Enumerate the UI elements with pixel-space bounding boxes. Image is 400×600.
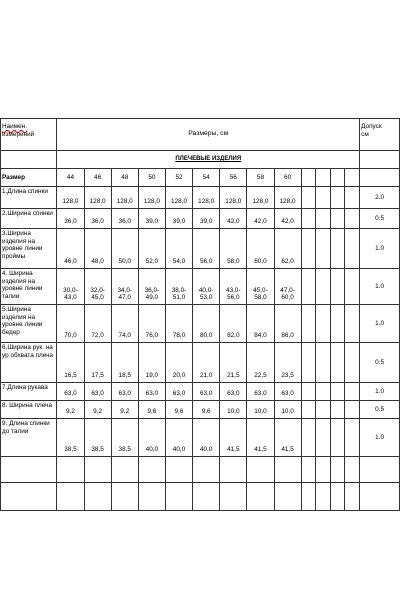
blank-cell [330,457,345,483]
measurement-value: 78,0 [165,305,192,343]
blank-cell [345,229,360,269]
measurement-value: 39,0 [165,209,192,229]
measurement-value: 17,5 [84,343,111,383]
blank-cell [193,457,220,483]
measurement-value: 46,0 [57,229,84,269]
blank-cell [138,457,165,483]
measurement-value: 22,5 [247,343,274,383]
size-cell: 60 [274,169,301,187]
measurement-value: 52,0 [138,229,165,269]
blank-cell [84,457,111,483]
measurement-value: 40,0 [193,419,220,457]
blank-cell [1,483,57,511]
measurement-value: 128,0 [274,187,301,209]
measurement-value-range: 40,0- 53,0 [198,286,214,302]
empty-row [1,483,400,511]
measurement-value: 63,0 [220,383,247,401]
measurement-value: 48,0 [84,229,111,269]
measurement-name-header-line1: Наимен. [2,123,27,130]
blank-cell [316,209,331,229]
blank-cell [330,383,345,401]
blank-cell [57,457,84,483]
blank-cell [330,343,345,383]
size-row [1,169,400,187]
blank-cell [330,305,345,343]
blank-cell [301,419,316,457]
blank-cell [345,419,360,457]
measurement-label: 3.Ширина изделия на уровне линии проймы [1,229,57,269]
measurement-value: 40,0 [165,419,192,457]
measurement-value [57,269,84,305]
measurement-value: 128,0 [138,187,165,209]
measurement-value: 9,2 [111,401,138,419]
blank-cell [345,457,360,483]
tolerance-value: 0.5 [360,343,400,383]
measurement-row [1,419,400,457]
measurement-value: 60,0 [247,229,274,269]
measurement-label: 9. Длина спинки до талии [1,419,57,457]
measurement-value: 9,6 [165,401,192,419]
blank-cell [316,169,331,187]
measurement-row [1,229,400,269]
blank-cell [220,483,247,511]
tolerance-header-line1: Допуск [361,123,382,130]
measurement-value-range: 43,0- 56,0 [226,286,241,302]
measurement-value: 63,0 [165,383,192,401]
measurement-value: 23,5 [274,343,301,383]
measurement-value: 10,0 [274,401,301,419]
blank-cell [330,169,345,187]
measurement-value-range: 38,0- 51,0 [171,286,187,302]
measurement-value: 36,0 [84,209,111,229]
measurement-row [1,187,400,209]
measurement-row [1,343,400,383]
measurement-value: 80,0 [193,305,220,343]
tolerance-value: 1.0 [360,269,400,305]
measurement-value: 63,0 [138,383,165,401]
blank-cell [360,457,400,483]
blank-cell [316,457,331,483]
measurement-value: 70,0 [57,305,84,343]
size-cell: 56 [220,169,247,187]
measurement-value: 63,0 [193,383,220,401]
measurement-value: 16,5 [57,343,84,383]
blank-cell [193,483,220,511]
blank-cell [57,483,84,511]
measurement-label: 4. Ширина изделия на уровне линии талии [1,269,57,305]
measurement-value [193,269,220,305]
blank-cell [345,401,360,419]
measurement-value: 128,0 [111,187,138,209]
blank-cell [330,483,345,511]
blank-cell [247,483,274,511]
measurement-value: 9,2 [84,401,111,419]
measurement-value: 36,0 [111,209,138,229]
measurement-label: 2.Ширина спинки [1,209,57,229]
measurement-value [138,269,165,305]
measurement-value: 39,0 [193,209,220,229]
measurement-value [274,269,301,305]
blank-cell [301,187,316,209]
measurement-label: 8. Ширина плеча [1,401,57,419]
measurement-value: 10,0 [247,401,274,419]
tolerance-value: 1.0 [360,305,400,343]
measurement-value: 128,0 [84,187,111,209]
blank-cell [301,305,316,343]
blank-cell [301,169,316,187]
blank-cell [220,457,247,483]
measurement-value-range: 30,0- 43,0 [63,286,78,302]
blank-cell [345,269,360,305]
tolerance-value: 1.0 [360,383,400,401]
measurement-name-header-line2: измерений [2,130,35,138]
blank-cell [345,187,360,209]
blank-cell [330,229,345,269]
measurement-value: 50,0 [111,229,138,269]
tolerance-value: 1.0 [360,419,400,457]
size-cell: 58 [247,169,274,187]
blank-cell [165,457,192,483]
measurement-row [1,209,400,229]
blank-cell [274,457,301,483]
blank-cell [316,229,331,269]
blank-cell [360,151,400,169]
measurement-value: 41,5 [247,419,274,457]
blank-cell [316,269,331,305]
measurement-value: 39,0 [138,209,165,229]
blank-cell [330,209,345,229]
measurement-value: 74,0 [111,305,138,343]
measurement-label: 5.Ширина изделия на уровне линии бедер [1,305,57,343]
measurement-value: 20,0 [165,343,192,383]
size-row-label: Размер [1,169,57,187]
measurement-value: 72,0 [84,305,111,343]
blank-cell [360,169,400,187]
measurement-value: 76,0 [138,305,165,343]
tolerance-value: 0.5 [360,401,400,419]
blank-cell [316,343,331,383]
blank-cell [316,383,331,401]
blank-cell [301,383,316,401]
blank-cell [274,483,301,511]
header-row [1,119,400,151]
measurement-value [165,269,192,305]
measurement-value: 40,0 [138,419,165,457]
blank-cell [330,419,345,457]
size-cell: 52 [165,169,192,187]
measurement-value [247,269,274,305]
blank-cell [84,483,111,511]
measurement-value: 19,0 [138,343,165,383]
blank-cell [316,401,331,419]
measurement-value: 42,0 [220,209,247,229]
tolerance-header-line2: см [361,130,369,138]
blank-cell [301,457,316,483]
blank-cell [316,187,331,209]
size-cell: 48 [111,169,138,187]
blank-cell [165,483,192,511]
blank-cell [301,209,316,229]
measurement-value: 86,0 [274,305,301,343]
measurement-value: 63,0 [84,383,111,401]
blank-cell [138,483,165,511]
tolerance-value: 2.0 [360,187,400,209]
measurement-row [1,269,400,305]
empty-row [1,457,400,483]
measurement-value-range: 36,0- 49,0 [144,286,160,302]
size-cell: 54 [193,169,220,187]
measurement-label: 7.Длина рукава [1,383,57,401]
size-cell: 44 [57,169,84,187]
blank-cell [316,305,331,343]
blank-cell [301,229,316,269]
measurement-value: 10,0 [220,401,247,419]
measurement-value: 9,6 [193,401,220,419]
measurement-table [0,118,400,511]
measurement-value: 128,0 [247,187,274,209]
measurement-row [1,401,400,419]
measurement-row [1,305,400,343]
blank-cell [345,483,360,511]
blank-cell [330,269,345,305]
measurement-value [84,269,111,305]
measurement-label: 1.Длина спинки [1,187,57,209]
measurement-value: 62,0 [274,229,301,269]
measurement-row [1,383,400,401]
tolerance-value: 0.5 [360,209,400,229]
measurement-value-range: 32,0- 45,0 [90,286,105,302]
measurement-value: 82,0 [220,305,247,343]
measurement-value: 56,0 [193,229,220,269]
section-title [57,151,360,169]
measurement-value: 128,0 [165,187,192,209]
sizes-header: Размеры, см [57,119,360,151]
blank-cell [111,483,138,511]
measurement-value: 84,0 [247,305,274,343]
blank-cell [330,401,345,419]
measurement-value: 63,0 [111,383,138,401]
measurement-value: 54,0 [165,229,192,269]
blank-cell [345,169,360,187]
measurement-value [220,269,247,305]
measurement-value: 36,0 [57,209,84,229]
section-row [1,151,400,169]
blank-cell [345,343,360,383]
measurement-value: 21,0 [193,343,220,383]
size-cell: 46 [84,169,111,187]
size-cell: 50 [138,169,165,187]
blank-cell [345,383,360,401]
blank-cell [1,457,57,483]
blank-cell [316,483,331,511]
measurement-value: 128,0 [193,187,220,209]
blank-cell [1,151,57,169]
measurement-value: 42,0 [274,209,301,229]
measurement-value: 58,0 [220,229,247,269]
measurement-value: 42,0 [247,209,274,229]
blank-cell [360,483,400,511]
measurement-name-header [1,119,57,151]
blank-cell [301,401,316,419]
measurement-value: 128,0 [220,187,247,209]
tolerance-value: 1.0 [360,229,400,269]
blank-cell [301,343,316,383]
measurement-value: 63,0 [247,383,274,401]
measurement-value-range: 45,0- 58,0 [253,286,268,302]
measurement-value: 38,5 [57,419,84,457]
blank-cell [111,457,138,483]
measurement-value: 63,0 [274,383,301,401]
blank-cell [301,483,316,511]
measurement-label: 6.Ширина рук. на ур обхвата плеча [1,343,57,383]
measurement-value [111,269,138,305]
measurement-value: 9,6 [138,401,165,419]
measurement-value: 21,5 [220,343,247,383]
tolerance-header [360,119,400,151]
measurement-value-range: 34,0- 47,0 [117,286,133,302]
blank-cell [345,209,360,229]
measurement-value: 41,5 [220,419,247,457]
measurement-value: 38,5 [111,419,138,457]
blank-cell [247,457,274,483]
measurement-value-range: 47,0- 60,0 [280,286,295,302]
blank-cell [316,419,331,457]
blank-cell [330,187,345,209]
blank-cell [301,269,316,305]
section-title-text: ПЛЕЧЕВЫЕ ИЗДЕЛИЯ [175,155,242,162]
blank-cell [345,305,360,343]
measurement-value: 38,5 [84,419,111,457]
measurement-value: 18,5 [111,343,138,383]
measurement-value: 41,5 [274,419,301,457]
measurement-value: 63,0 [57,383,84,401]
measurement-value: 128,0 [57,187,84,209]
measurement-value: 9,2 [57,401,84,419]
